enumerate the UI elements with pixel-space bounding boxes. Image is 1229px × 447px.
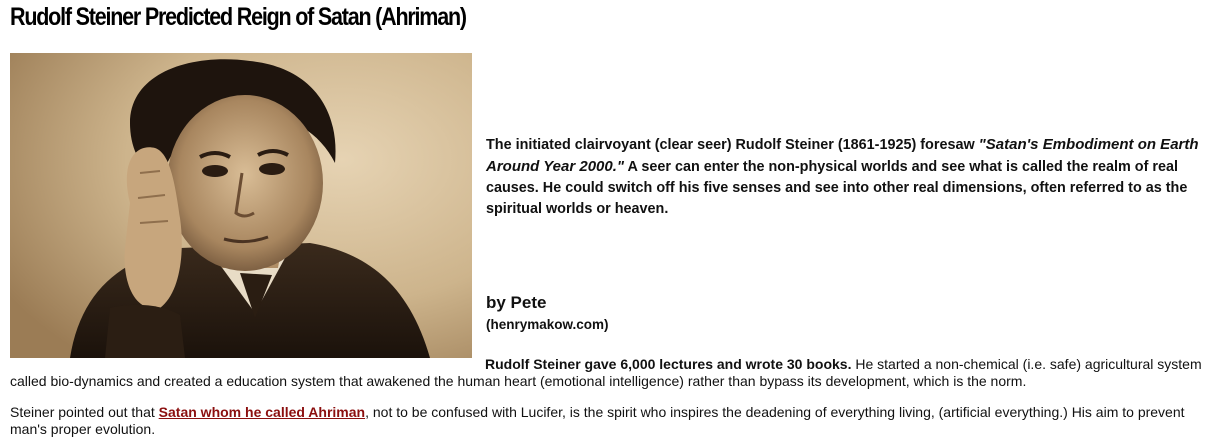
image-wrap-gap bbox=[10, 356, 485, 373]
paragraph-1-bold: Rudolf Steiner gave 6,000 lectures and wrote 30 books. bbox=[485, 356, 852, 372]
intro-lead: The initiated clairvoyant (clear seer) Rudolf Steiner (1861-1925) foresaw bbox=[486, 137, 979, 153]
paragraph-2-after: , not to be confused with Lucifer, is the spirit who inspires the deadening of everything living, (artificial everything.) His aim to prevent man's proper evolution. bbox=[10, 404, 1185, 437]
intro-paragraph bbox=[486, 134, 1211, 220]
body-paragraph-1 bbox=[10, 356, 1210, 390]
intro-rest: A seer can enter the non-physical worlds and see what is called the realm of real causes. He could switch off his five senses and see into other real dimensions, often referred to as the spiritual worlds or heaven. bbox=[486, 159, 1188, 217]
paragraph-2-before: Steiner pointed out that bbox=[10, 404, 159, 420]
rudolf-steiner-portrait-photo bbox=[10, 53, 472, 358]
ahriman-link[interactable]: Satan whom he called Ahriman bbox=[158, 404, 366, 420]
body-paragraph-2 bbox=[10, 404, 1210, 438]
byline: by Pete bbox=[486, 293, 547, 312]
paragraph-1-rest: He started a non-chemical (i.e. safe) agricultural system called bio-dynamics and created a education system that awakened the human heart (emotional intelligence) rather than bypass its development, which is the norm. bbox=[10, 356, 1202, 389]
source-site: (henrymakow.com) bbox=[486, 317, 609, 332]
article-title: Rudolf Steiner Predicted Reign of Satan (Ahriman) bbox=[10, 3, 466, 31]
intro-quote: "Satan's Embodiment on Earth Around Year 2000." bbox=[486, 136, 1199, 175]
